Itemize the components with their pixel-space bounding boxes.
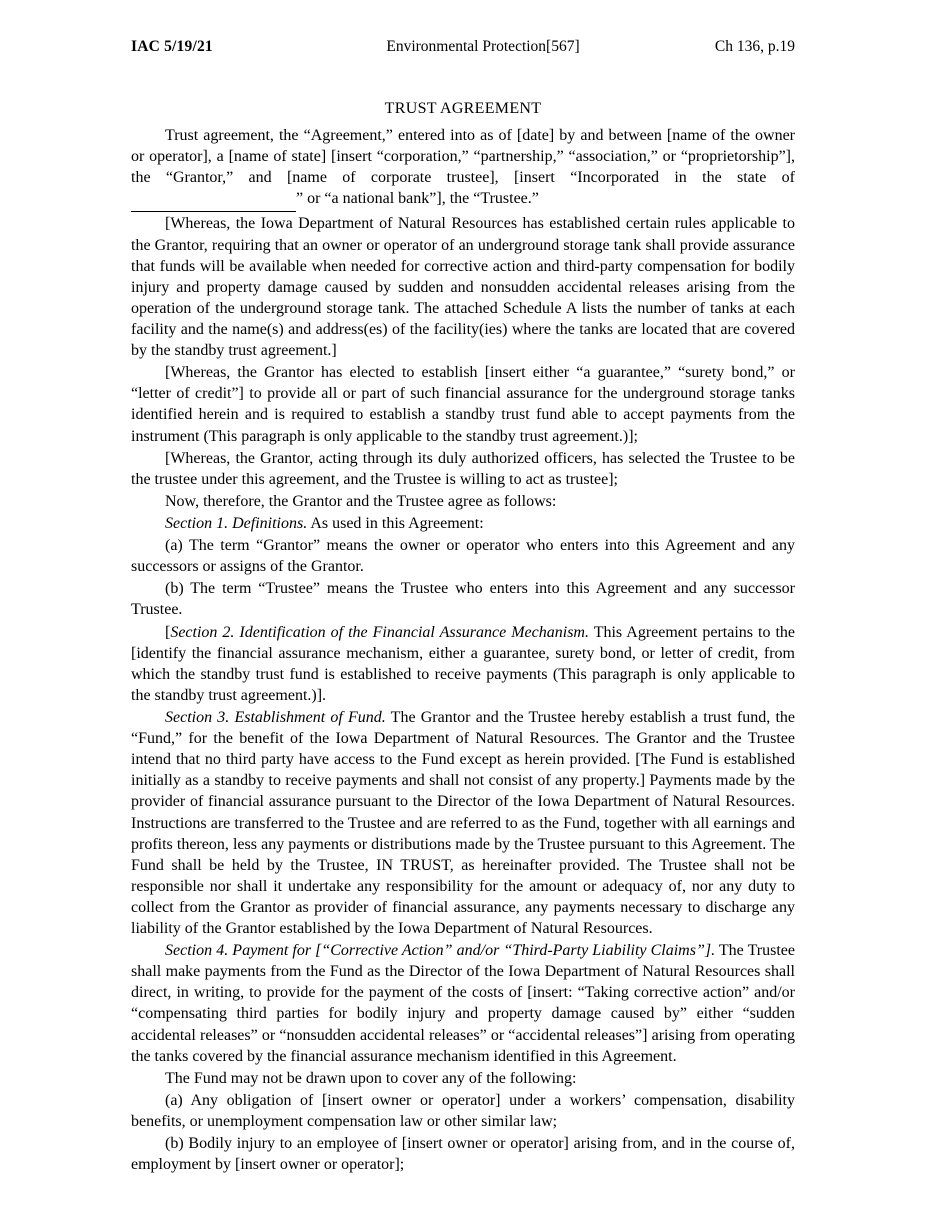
paragraph-text: (b) Bodily injury to an employee of [insert owner or operator] arising from, and in the course of, employment by [insert owner or operator]; xyxy=(131,1135,795,1174)
running-header xyxy=(131,38,795,56)
document-body xyxy=(131,125,795,1175)
paragraph-text: (b) The term “Trustee” means the Trustee who enters into this Agreement and any successor Trustee. xyxy=(131,580,795,619)
fill-in-blank xyxy=(131,190,296,212)
paragraph xyxy=(131,491,795,512)
section-heading-inline: Section 3. Establishment of Fund. xyxy=(165,708,386,726)
paragraph xyxy=(131,1090,795,1132)
paragraph xyxy=(131,535,795,577)
page-content xyxy=(131,38,795,1176)
header-chapter-page: Ch 136, p.19 xyxy=(714,38,795,55)
paragraph-text: [Whereas, the Iowa Department of Natural Resources has established certain rules applicable to the Grantor, requiring that an owner or operator of an underground storage tank shall provide assurance that funds will be available when needed for corrective action and third-party compensation for bodily injury and property damage caused by sudden and nonsudden accidental releases arising from the operation of the underground storage tank. The attached Schedule A lists the number of tanks at each facility and the name(s) and address(es) of the facility(ies) where the tanks are located that are covered by the standby trust agreement.] xyxy=(131,215,795,360)
paragraph xyxy=(131,940,795,1067)
page-title: TRUST AGREEMENT xyxy=(384,100,542,117)
paragraph xyxy=(131,1068,795,1089)
section-heading-inline: Section 1. Definitions. xyxy=(165,514,308,532)
paragraph xyxy=(131,125,795,212)
paragraph xyxy=(131,448,795,490)
header-issue-date: IAC 5/19/21 xyxy=(131,38,213,55)
paragraph-text: ” or “a national bank”], the “Trustee.” xyxy=(296,190,539,208)
header-agency-title: Environmental Protection[567] xyxy=(386,38,580,55)
paragraph-text: The Trustee shall make payments from the Fund as the Director of the Iowa Department of Natural Resources shall direct, in writing, to provide for the payment of the costs of [insert: “Taking corrective action” and/or “compensating third parties for bodily injury and property damage caused by” either “sudden accidental releases” or “nonsudden accidental releases” or “accidental releases”] arising from operating the tanks covered by the financial assurance mechanism identified in this Agreement. xyxy=(131,942,796,1065)
paragraph xyxy=(131,622,795,706)
paragraph-text: The Grantor and the Trustee hereby establish a trust fund, the “Fund,” for the benefit of the Iowa Department of Natural Resources. The Grantor and the Trustee intend that no third party have access to the Fund except as herein provided. [The Fund is established initially as a standby to receive payments and shall not consist of any property.] Payments made by the provider of financial assurance pursuant to the Director of the Iowa Department of Natural Resources. Instructions are transferred to the Trustee and are referred to as the Fund, together with all earnings and profits thereon, less any payments or distributions made by the Trustee pursuant to this Agreement. The Fund shall be held by the Trustee, IN TRUST, as hereinafter provided. The Trustee shall not be responsible nor shall it undertake any responsibility for the amount or adequacy of, nor any duty to collect from the Grantor as provider of financial assurance, any payments necessary to discharge any liability of the Grantor established by the Iowa Department of Natural Resources. xyxy=(131,708,795,938)
paragraph-lead-bracket: [ xyxy=(165,623,171,641)
paragraph xyxy=(131,707,795,939)
paragraph-text: (a) The term “Grantor” means the owner or operator who enters into this Agreement and any successors or assigns of the Grantor. xyxy=(131,537,795,576)
paragraph-text: Trust agreement, the “Agreement,” entered into as of [date] by and between [name of the owner or operator], a [name of state] [insert “corporation,” “partnership,” “association,” or “proprietorship”], the “Grantor,” and [name of corporate trustee], [insert “Incorporated in the state of xyxy=(131,127,795,187)
paragraph-text: As used in this Agreement: xyxy=(307,514,484,532)
paragraph xyxy=(131,578,795,620)
paragraph xyxy=(131,1133,795,1175)
paragraph-text: [Whereas, the Grantor has elected to establish [insert either “a guarantee,” “surety bond,” or “letter of credit”] to provide all or part of such financial assurance for the underground storage tanks identified herein and is required to establish a standby trust fund able to accept payments from the instrument (This paragraph is only applicable to the standby trust agreement.)]; xyxy=(131,364,795,445)
paragraph xyxy=(131,362,795,446)
paragraph-text: Now, therefore, the Grantor and the Trustee agree as follows: xyxy=(165,492,557,510)
paragraph xyxy=(131,213,795,361)
paragraph xyxy=(131,513,795,534)
paragraph-text: The Fund may not be drawn upon to cover any of the following: xyxy=(165,1069,577,1087)
paragraph-text: This Agreement pertains to the [identify the financial assurance mechanism, either a guarantee, surety bond, or letter of credit, from which the standby trust fund is established to receive payments (This paragraph is only applicable to the standby trust agreement.)]. xyxy=(131,623,795,704)
section-heading-inline: Section 2. Identification of the Financial Assurance Mechanism. xyxy=(170,623,589,641)
paragraph-text: (a) Any obligation of [insert owner or operator] under a workers’ compensation, disability benefits, or unemployment compensation law or other similar law; xyxy=(131,1091,795,1131)
section-heading-inline: Section 4. Payment for [“Corrective Action” and/or “Third-Party Liability Claims”]. xyxy=(165,942,716,960)
paragraph-text: [Whereas, the Grantor, acting through its duly authorized officers, has selected the Trustee to be the trustee under this agreement, and the Trustee is willing to act as trustee]; xyxy=(131,449,795,488)
